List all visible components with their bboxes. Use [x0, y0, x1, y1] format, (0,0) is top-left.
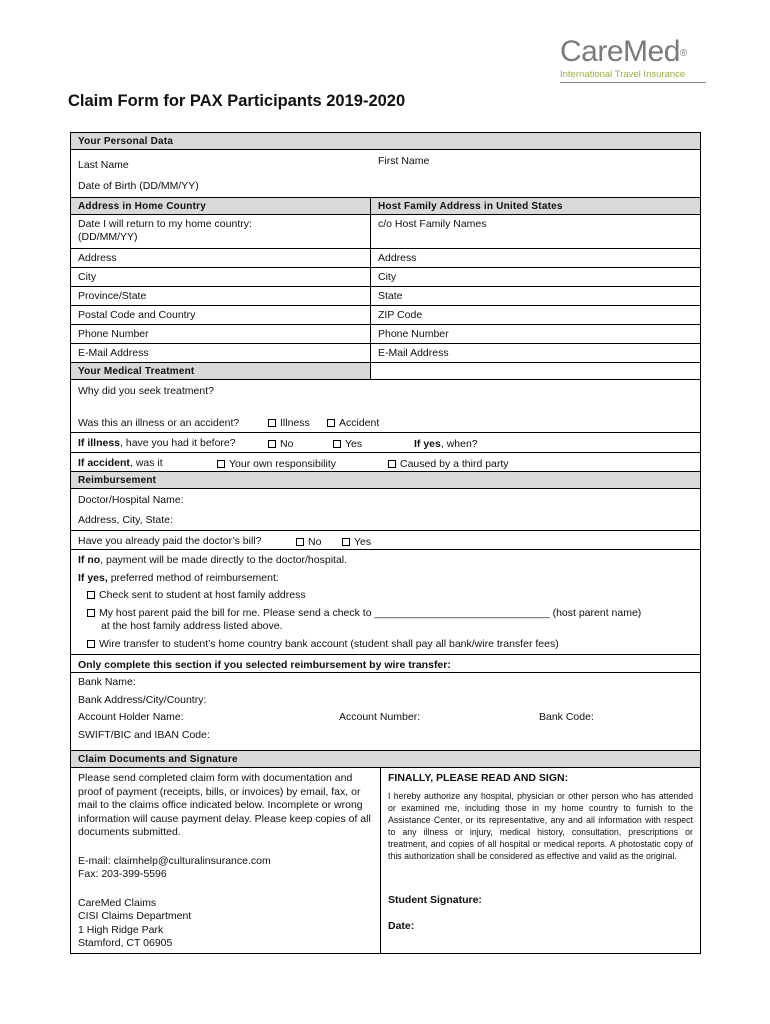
address-row [71, 325, 700, 344]
third-party-label: Caused by a third party [400, 458, 509, 470]
personal-data-row [71, 150, 700, 198]
caremed-logo [560, 36, 706, 83]
medical-why-row [71, 380, 700, 433]
home-address-field[interactable]: Postal Code and Country [71, 306, 371, 324]
bank-code-field[interactable]: Bank Code: [539, 711, 594, 723]
swift-iban-field[interactable]: SWIFT/BIC and IBAN Code: [78, 728, 210, 741]
address-row [71, 344, 700, 363]
method-check-label: Check sent to student at host family address [99, 589, 306, 601]
if-yes-bold: If yes [414, 438, 441, 450]
address-row [71, 249, 700, 268]
no-label: No [280, 438, 294, 450]
if-illness-question [71, 433, 243, 452]
return-date-field[interactable] [71, 215, 371, 248]
medical-header: Your Medical Treatment [71, 363, 371, 379]
address-rows [71, 249, 700, 363]
reimbursement-method-block [71, 550, 700, 655]
student-signature-field[interactable]: Student Signature: [388, 894, 482, 906]
if-accident-text: , was it [129, 457, 163, 469]
section-reimbursement: Reimbursement [71, 472, 700, 489]
section-address [71, 198, 700, 215]
illness-before-yes[interactable] [333, 438, 362, 450]
own-responsibility-label: Your own responsibility [229, 458, 337, 470]
if-yes-line [71, 569, 700, 587]
bank-address-field[interactable]: Bank Address/City/Country: [78, 693, 207, 706]
page-title: Claim Form for PAX Participants 2019-2020 [68, 92, 406, 110]
address-host-header: Host Family Address in United States [378, 201, 563, 212]
home-address-field[interactable]: E-Mail Address [71, 344, 371, 362]
address-row [71, 268, 700, 287]
logo-rule [560, 82, 706, 83]
host-address-field[interactable]: ZIP Code [378, 309, 423, 321]
paid-yes-option[interactable] [342, 536, 371, 548]
last-name-field[interactable]: Last Name [78, 159, 129, 171]
if-yes-method-bold: If yes, [78, 572, 108, 584]
method-check-option[interactable] [71, 587, 700, 604]
bank-name-field[interactable]: Bank Name: [78, 676, 136, 688]
section-medical [71, 363, 700, 380]
if-no-bold: If no [78, 554, 101, 566]
host-address-field[interactable]: Address [378, 252, 417, 264]
account-number-field[interactable]: Account Number: [339, 711, 421, 723]
claim-form [70, 132, 701, 954]
illness-before-no[interactable] [268, 438, 293, 450]
third-party-option[interactable] [388, 458, 509, 470]
doctor-name-field[interactable]: Doctor/Hospital Name: [78, 494, 184, 506]
home-address-field[interactable]: Province/State [71, 287, 371, 305]
paid-yes-checkbox[interactable] [342, 538, 350, 546]
paid-yes-label: Yes [354, 536, 372, 548]
claims-address-line: CISI Claims Department [78, 910, 192, 922]
claims-body [71, 768, 700, 953]
address-row [71, 306, 700, 325]
if-yes-when[interactable] [414, 438, 478, 450]
address-row [71, 287, 700, 306]
logo-tagline: International Travel Insurance [560, 69, 686, 80]
if-accident-question [71, 453, 170, 471]
if-accident-bold: If accident [78, 457, 130, 469]
claims-address-line: Stamford, CT 06905 [78, 937, 173, 949]
return-date-row [71, 215, 700, 249]
accident-label: Accident [339, 417, 380, 429]
doctor-address-field[interactable]: Address, City, State: [78, 514, 173, 526]
host-family-names-field[interactable]: c/o Host Family Names [378, 218, 487, 230]
accident-checkbox[interactable] [327, 419, 335, 427]
claims-instructions-text: Please send completed claim form with documentation and proof of payment (receipts, bills, or invoices) by email, fax, or mail to the claims office indicated below. Incomplete or wrong information will cause payment delay. Please keep copies of all documents submitted. [78, 772, 371, 838]
claims-fax: Fax: 203-399-5596 [78, 868, 167, 880]
method-wire-label: Wire transfer to student’s home country bank account (student shall pay all bank/wire transfer fees) [99, 638, 559, 650]
medical-header-blank [371, 363, 700, 379]
method-check-checkbox[interactable] [87, 591, 95, 599]
return-date-label: Date I will return to my home country: [78, 218, 252, 230]
account-holder-field[interactable]: Account Holder Name: [78, 711, 184, 723]
if-no-line [71, 550, 700, 569]
paid-no-label: No [308, 536, 322, 548]
method-host-parent-checkbox[interactable] [87, 609, 95, 617]
method-wire-checkbox[interactable] [87, 640, 95, 648]
accident-option[interactable] [327, 416, 379, 430]
method-host-parent-label: My host parent paid the bill for me. Please send a check to ______________________________ (host parent name) [99, 607, 642, 619]
home-address-field[interactable]: Address [71, 249, 371, 267]
method-host-parent-label-cont: at the host family address listed above. [101, 620, 283, 632]
section-claim-documents: Claim Documents and Signature [71, 751, 700, 768]
if-accident-row [71, 453, 700, 472]
yes-checkbox[interactable] [333, 440, 341, 448]
dob-field[interactable]: Date of Birth (DD/MM/YY) [78, 180, 199, 192]
signature-date-field[interactable]: Date: [388, 920, 415, 932]
host-address-field[interactable]: State [378, 290, 403, 302]
own-responsibility-checkbox[interactable] [217, 460, 225, 468]
claims-address [78, 897, 373, 951]
finally-heading: FINALLY, PLEASE READ AND SIGN: [388, 772, 569, 784]
first-name-field[interactable]: First Name [378, 155, 430, 167]
host-address-field[interactable]: City [378, 271, 397, 283]
host-address-field[interactable]: E-Mail Address [378, 347, 449, 359]
illness-accident-line [71, 414, 700, 432]
doctor-rows [71, 489, 700, 531]
if-yes-text: , when? [440, 438, 478, 450]
home-address-field[interactable]: Phone Number [71, 325, 371, 343]
wire-fields [71, 673, 700, 751]
if-yes-method-text: preferred method of reimbursement: [107, 572, 279, 584]
paid-bill-row [71, 531, 700, 550]
wire-section-header: Only complete this section if you selected reimbursement by wire transfer: [71, 655, 700, 673]
claims-address-line: CareMed Claims [78, 896, 157, 909]
address-home-header: Address in Home Country [71, 198, 371, 214]
authorization-text: I hereby authorize any hospital, physician or other person who has attended or examined me, including those in my home country to furnish to the Assistance Center, or its representative, any and all information with respect to any illness or injury, medical history, consultation, prescriptions or treatment, and copies of all hospital or medical reports. A photostatic copy of this authorization shall be considered as effective and valid as the original. [388, 791, 693, 861]
account-line [71, 709, 700, 727]
method-host-parent-option[interactable] [71, 604, 700, 635]
third-party-checkbox[interactable] [388, 460, 396, 468]
section-personal-data: Your Personal Data [71, 133, 700, 150]
own-responsibility-option[interactable] [217, 458, 336, 470]
logo-wordmark: CareMed® [560, 35, 687, 68]
illness-question: Was this an illness or an accident? [78, 417, 240, 429]
signature-panel [381, 768, 700, 953]
if-illness-text: , have you had it before? [120, 437, 236, 449]
claims-email: E-mail: claimhelp@culturalinsurance.com [78, 854, 271, 867]
yes-label: Yes [345, 438, 363, 450]
return-date-format: (DD/MM/YY) [78, 230, 138, 243]
personal-left [71, 150, 371, 197]
illness-option[interactable] [268, 416, 310, 430]
illness-label: Illness [280, 417, 310, 429]
claims-instructions [71, 768, 381, 953]
if-illness-bold: If illness [78, 437, 121, 449]
no-checkbox[interactable] [268, 440, 276, 448]
why-treatment-field[interactable]: Why did you seek treatment? [78, 385, 214, 397]
home-address-field[interactable]: City [71, 268, 371, 286]
paid-no-checkbox[interactable] [296, 538, 304, 546]
illness-checkbox[interactable] [268, 419, 276, 427]
host-address-field[interactable]: Phone Number [378, 328, 449, 340]
paid-no-option[interactable] [296, 536, 321, 548]
method-wire-option[interactable] [71, 635, 700, 653]
if-illness-row [71, 433, 700, 453]
claims-address-line: 1 High Ridge Park [78, 923, 164, 936]
if-no-text: , payment will be made directly to the doctor/hospital. [100, 554, 348, 566]
paid-bill-question: Have you already paid the doctor’s bill? [78, 535, 262, 547]
